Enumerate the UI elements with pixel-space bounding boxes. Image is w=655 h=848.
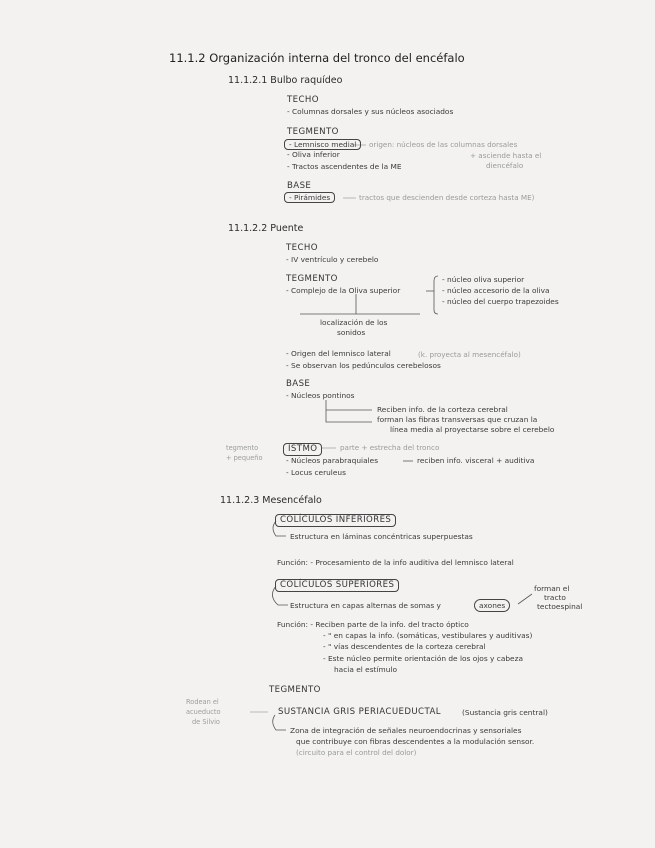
localizacion-sonidos: localización de los xyxy=(320,318,388,327)
pontinos-note: Reciben info. de la corteza cerebral xyxy=(377,405,508,414)
side-note: acueducto xyxy=(186,708,221,716)
tectoespinal-note: tectoespinal xyxy=(537,602,583,611)
pontinos-note: forman las fibras transversas que cruzan la xyxy=(377,415,538,424)
tectoespinal-note: forman el xyxy=(534,584,570,593)
cs-funcion: Función: - Reciben parte de la info. del tracto óptico xyxy=(277,620,469,629)
pedunculos: - Se observan los pedúnculos cerebelosos xyxy=(286,361,441,370)
oliva-item: - núcleo del cuerpo trapezoides xyxy=(442,297,559,306)
coliculos-superiores: COLÍCULOS SUPERIORES xyxy=(275,579,399,592)
sgp-desc: que contribuye con fibras descendentes a la modulación sensor. xyxy=(296,737,535,746)
mesencefalo-heading: 11.1.2.3 Mesencéfalo xyxy=(220,495,322,506)
tectoespinal-note: tracto xyxy=(544,593,566,602)
puente-techo-label: TECHO xyxy=(286,243,318,253)
mesencefalo-tegmento: TEGMENTO xyxy=(269,685,321,695)
puente-tegmento-label: TEGMENTO xyxy=(286,274,338,284)
ascending-note: + asciende hasta el xyxy=(470,151,542,160)
pontinos-note: línea media al proyectarse sobre el cerebelo xyxy=(390,425,555,434)
side-note: de Silvio xyxy=(192,718,220,726)
section-title: 11.1.2 Organización interna del tronco del encéfalo xyxy=(169,51,465,65)
lemnisco-medial-note: origen: núcleos de las columnas dorsales xyxy=(369,140,518,149)
ci-funcion: Función: - Procesamiento de la info auditiva del lemnisco lateral xyxy=(277,558,514,567)
ascending-note-2: diencéfalo xyxy=(486,161,524,170)
sgp-desc: Zona de integración de señales neuroendocrinas y sensoriales xyxy=(290,726,522,735)
oliva-item: - núcleo oliva superior xyxy=(442,275,525,284)
istmo-label: ISTMO xyxy=(283,443,322,456)
bulbo-tegmento-label: TEGMENTO xyxy=(287,127,339,137)
piramides: - Pirámides xyxy=(284,192,335,203)
oliva-item: - núcleo accesorio de la oliva xyxy=(442,286,550,295)
bulbo-techo-item: - Columnas dorsales y sus núcleos asociados xyxy=(287,107,454,116)
locus-ceruleus: - Locus ceruleus xyxy=(286,468,346,477)
cs-funcion: hacia el estímulo xyxy=(334,665,397,674)
istmo-side-note-2: + pequeño xyxy=(226,454,263,462)
oliva-inferior: - Oliva inferior xyxy=(287,150,340,159)
origen-lemnisco-lateral: - Origen del lemnisco lateral xyxy=(286,349,391,358)
cs-funcion: - " en capas la info. (somáticas, vestibulares y auditivas) xyxy=(323,631,533,640)
tractos-ascendentes: - Tractos ascendentes de la ME xyxy=(287,162,402,171)
lemnisco-lateral-note: (k. proyecta al mesencéfalo) xyxy=(418,350,521,359)
puente-techo-item: - IV ventrículo y cerebelo xyxy=(286,255,379,264)
bulbo-heading: 11.1.2.1 Bulbo raquídeo xyxy=(228,75,343,86)
axones: axones xyxy=(474,599,510,612)
lemnisco-medial: - Lemnisco medial xyxy=(284,139,361,150)
bulbo-techo-label: TECHO xyxy=(287,95,319,105)
cs-funcion: - " vías descendentes de la corteza cerebral xyxy=(323,642,486,651)
parabraquiales-note: reciben info. visceral + auditiva xyxy=(417,456,535,465)
localizacion-sonidos-2: sonidos xyxy=(337,328,366,337)
nucleos-pontinos: - Núcleos pontinos xyxy=(286,391,355,400)
istmo-note: parte + estrecha del tronco xyxy=(340,443,440,452)
istmo-side-note: tegmento xyxy=(226,444,259,452)
piramides-note: tractos que descienden desde corteza hasta ME) xyxy=(359,193,535,202)
sgp-desc-note: (circuito para el control del dolor) xyxy=(296,748,417,757)
ci-estructura: Estructura en láminas concéntricas superpuestas xyxy=(290,532,473,541)
cs-estructura: Estructura en capas alternas de somas y xyxy=(290,601,441,610)
bulbo-base-label: BASE xyxy=(287,181,312,191)
side-note: Rodean el xyxy=(186,698,219,706)
puente-heading: 11.1.2.2 Puente xyxy=(228,223,304,234)
puente-base-label: BASE xyxy=(286,379,311,389)
complejo-oliva-superior: - Complejo de la Oliva superior xyxy=(286,286,401,295)
nucleos-parabraquiales: - Núcleos parabraquiales xyxy=(286,456,379,465)
sgp-paren: (Sustancia gris central) xyxy=(462,708,548,717)
sustancia-gris-periacueductal: SUSTANCIA GRIS PERIACUEDUCTAL xyxy=(278,707,441,717)
cs-funcion: - Este núcleo permite orientación de los ojos y cabeza xyxy=(323,654,523,663)
coliculos-inferiores: COLÍCULOS INFERIORES xyxy=(275,514,396,527)
